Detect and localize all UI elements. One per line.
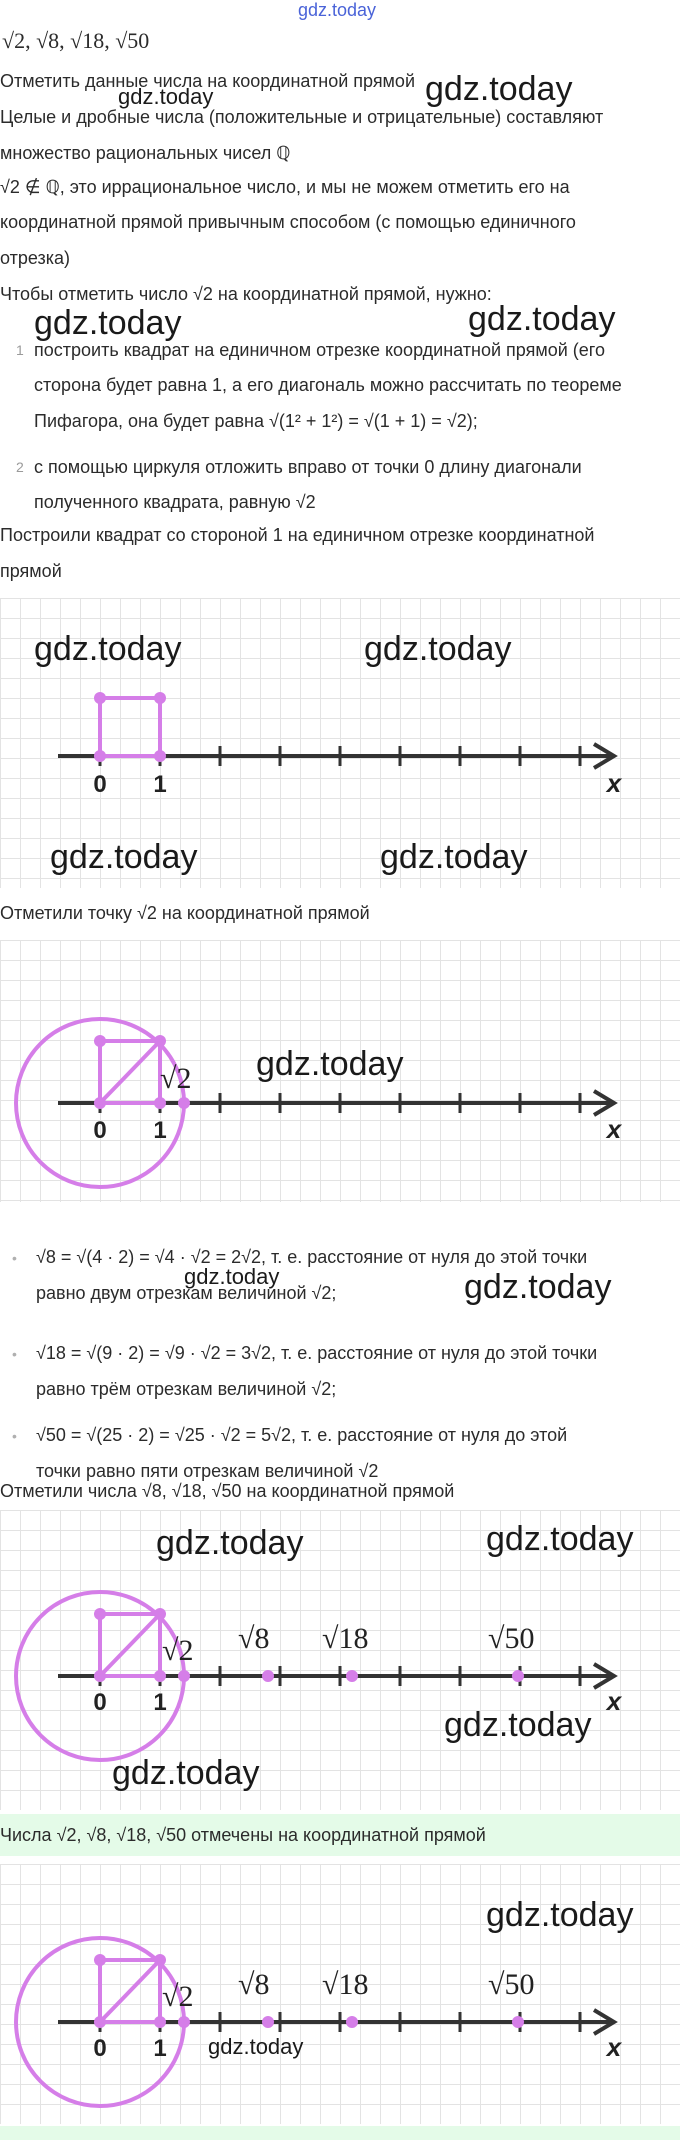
figure-square-drawing <box>0 598 680 888</box>
vertex-point <box>94 1097 106 1109</box>
vertex-point <box>94 1670 106 1682</box>
vertex-point <box>94 2016 106 2028</box>
para2-line2: координатной прямой привычным способом (с помощью единичного <box>0 212 576 232</box>
point-sqrt2 <box>178 1097 190 1109</box>
unit-square <box>100 698 160 756</box>
square-diagonal <box>100 1960 160 2022</box>
vertex-point <box>94 1035 106 1047</box>
label-sqrt8: √8 <box>238 1968 270 2001</box>
label-sqrt18: √18 <box>322 1968 369 2001</box>
para2-line3: отрезка) <box>0 248 71 268</box>
instruction-text: Отметить данные числа на координатной прямой <box>0 71 416 91</box>
square-diagonal <box>100 1041 160 1103</box>
label-zero: 0 <box>93 2035 107 2062</box>
watermark: gdz.today <box>444 1706 592 1744</box>
figure-all-points <box>0 1510 680 1810</box>
step-line: полученного квадрата, равную √2 <box>34 492 316 512</box>
watermark: gdz.today <box>118 84 214 109</box>
label-x: x <box>606 1686 622 1716</box>
answer-text: Числа √2, √8, √18, √50 отмечены на координатной прямой <box>0 1825 486 1845</box>
watermark: gdz.today <box>464 1268 612 1306</box>
label-one: 1 <box>153 1689 167 1716</box>
watermark: gdz.today <box>34 304 182 342</box>
figure-answer <box>0 1864 680 2124</box>
figure-sqrt2-drawing <box>0 940 680 1202</box>
point-sqrt8 <box>262 2016 274 2028</box>
vertex-point <box>154 1670 166 1682</box>
watermark: gdz.today <box>380 838 528 876</box>
figure-answer-drawing <box>0 1864 680 2124</box>
label-sqrt2: √2 <box>162 1634 194 1667</box>
watermark: gdz.today <box>468 300 616 338</box>
label-one: 1 <box>153 771 167 798</box>
label-sqrt2: √2 <box>160 1062 192 1095</box>
point-sqrt2 <box>178 2016 190 2028</box>
vertex-point <box>154 1954 166 1966</box>
point-sqrt50 <box>512 2016 524 2028</box>
watermark: gdz.today <box>425 70 573 108</box>
point-sqrt8 <box>262 1670 274 1682</box>
figure-square <box>0 598 680 888</box>
label-zero: 0 <box>93 1689 107 1716</box>
fig1-caption-line1: Построили квадрат со стороной 1 на единичном отрезке координатной <box>0 525 595 545</box>
label-sqrt2: √2 <box>162 1980 194 2013</box>
bullet-line: √8 = √(4 · 2) = √4 · √2 = 2√2, т. е. расстояние от нуля до этой точки <box>36 1247 588 1267</box>
header-watermark-link[interactable]: gdz.today <box>298 0 377 20</box>
watermark: gdz.today <box>112 1754 260 1792</box>
step-line: построить квадрат на единичном отрезке координатной прямой (его <box>34 340 605 360</box>
vertex-point <box>154 692 166 704</box>
bullet-dot: • <box>12 1250 17 1266</box>
vertex-point <box>154 750 166 762</box>
point-sqrt50 <box>512 1670 524 1682</box>
vertex-point <box>94 1954 106 1966</box>
vertex-point <box>94 750 106 762</box>
bullet-line: √50 = √(25 · 2) = √25 · √2 = 5√2, т. е. расстояние от нуля до этой <box>36 1425 568 1445</box>
label-one: 1 <box>153 2035 167 2062</box>
fig2-caption: Отметили точку √2 на координатной прямой <box>0 903 370 923</box>
figure-sqrt2 <box>0 940 680 1202</box>
step-line: Пифагора, она будет равна √(1² + 1²) = √(1 + 1) = √2); <box>34 411 478 431</box>
vertex-point <box>94 1608 106 1620</box>
watermark: gdz.today <box>184 1264 280 1289</box>
para2-line1: √2 ∉ ℚ, это иррациональное число, и мы не можем отметить его на <box>0 177 570 197</box>
vertex-point <box>154 1608 166 1620</box>
watermark: gdz.today <box>486 1896 634 1934</box>
watermark: gdz.today <box>486 1520 634 1558</box>
watermark: gdz.today <box>156 1524 304 1562</box>
point-sqrt2 <box>178 1670 190 1682</box>
task-numbers: √2, √8, √18, √50 <box>2 28 150 53</box>
para1-line1: Целые и дробные числа (положительные и отрицательные) составляют <box>0 107 604 127</box>
bullet-dot: • <box>12 1428 17 1444</box>
watermark: gdz.today <box>208 2034 304 2059</box>
watermark: gdz.today <box>34 630 182 668</box>
label-sqrt8: √8 <box>238 1622 270 1655</box>
vertex-point <box>154 2016 166 2028</box>
bullet-line: √18 = √(9 · 2) = √9 · √2 = 3√2, т. е. расстояние от нуля до этой точки <box>36 1343 598 1363</box>
step-number: 2 <box>16 459 24 475</box>
bullet-dot: • <box>12 1346 17 1362</box>
label-one: 1 <box>153 1117 167 1144</box>
figure-all-points-drawing <box>0 1510 680 1810</box>
answer-box-bottom <box>0 2126 680 2140</box>
step-line: сторона будет равна 1, а его диагональ можно рассчитать по теореме <box>34 375 622 395</box>
watermark: gdz.today <box>50 838 198 876</box>
label-x: x <box>606 2032 622 2062</box>
bullet-line: равно трём отрезкам величиной √2; <box>36 1379 337 1399</box>
fig3-caption: Отметили числа √8, √18, √50 на координатной прямой <box>0 1481 455 1501</box>
vertex-point <box>154 1035 166 1047</box>
label-sqrt18: √18 <box>322 1622 369 1655</box>
vertex-point <box>94 692 106 704</box>
vertex-point <box>154 1097 166 1109</box>
step-number: 1 <box>16 342 24 358</box>
label-x: x <box>606 768 622 798</box>
step-line: с помощью циркуля отложить вправо от точки 0 длину диагонали <box>34 457 582 477</box>
point-sqrt18 <box>346 1670 358 1682</box>
fig1-caption-line2: прямой <box>0 561 62 581</box>
label-x: x <box>606 1114 622 1144</box>
label-sqrt50: √50 <box>488 1968 535 2001</box>
point-sqrt18 <box>346 2016 358 2028</box>
watermark: gdz.today <box>256 1045 404 1083</box>
label-sqrt50: √50 <box>488 1622 535 1655</box>
para1-line2: множество рациональных чисел ℚ <box>0 143 291 163</box>
label-zero: 0 <box>93 1117 107 1144</box>
bullet-line: точки равно пяти отрезкам величиной √2 <box>36 1461 379 1481</box>
bullet-line: равно двум отрезкам величиной √2; <box>36 1283 337 1303</box>
answer-box <box>0 1814 680 1856</box>
label-zero: 0 <box>93 771 107 798</box>
para3-text: Чтобы отметить число √2 на координатной прямой, нужно: <box>0 284 492 304</box>
watermark: gdz.today <box>364 630 512 668</box>
square-diagonal <box>100 1614 160 1676</box>
